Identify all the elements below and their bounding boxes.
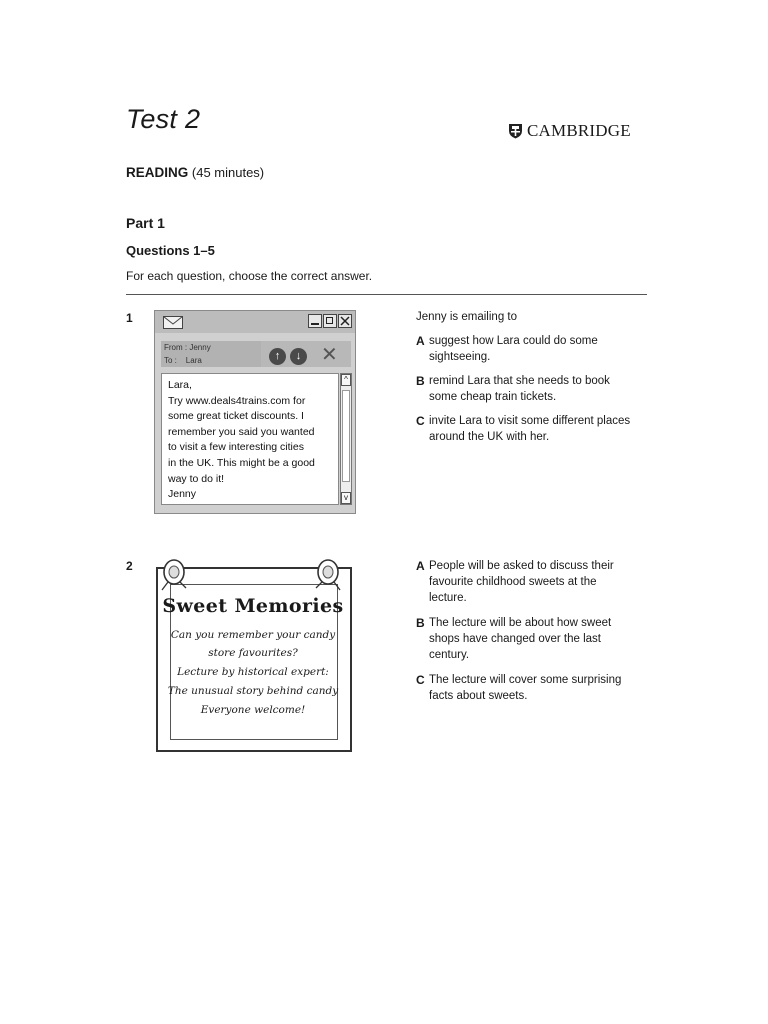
email-body-line: some great ticket discounts. I [168,410,304,423]
option-text: remind Lara that she needs to book [429,375,610,387]
option-letter: C [416,673,425,687]
option-text: suggest how Lara could do some [429,335,598,347]
q1-option-b[interactable] [416,373,651,405]
scroll-up-icon[interactable]: ^ [341,374,351,386]
notice-poster [148,558,358,758]
option-text: around the UK with her. [429,431,550,443]
option-text: century. [429,649,470,661]
notice-line: The unusual story behind candy [167,685,339,697]
email-body-line: Try www.deals4trains.com for [168,394,306,407]
email-body-line: Jenny [168,488,197,501]
section-time: (45 minutes) [191,165,265,180]
option-letter: B [416,616,425,630]
email-body-line: in the UK. This might be a good [168,456,315,469]
notice-line: Can you remember your candy [170,629,336,641]
divider [126,294,647,295]
email-titlebar [155,311,355,333]
notice-line: store favourites? [208,647,298,659]
arrow-up-icon[interactable]: ↑ [269,348,286,365]
q1-option-a[interactable] [416,333,651,365]
from-label: From : [164,343,188,352]
notice-line: Lecture by historical expert: [177,666,329,678]
notice-title: Sweet Memories [162,595,344,617]
email-body-line: remember you said you wanted [168,425,315,438]
q2-option-b[interactable] [416,615,651,663]
section-heading [126,165,264,180]
q2-option-a[interactable] [416,558,651,606]
questions-heading: Questions 1–5 [126,243,215,258]
from-row [161,341,261,354]
arrow-down-icon[interactable]: ↓ [290,348,307,365]
option-text: lecture. [429,592,467,604]
option-text: The lecture will be about how sweet [429,617,612,629]
question-number-2: 2 [126,559,133,573]
notice-line: Everyone welcome! [200,704,306,716]
option-text: sightseeing. [429,351,491,363]
from-value: Jenny [189,343,211,352]
option-text: favourite childhood sweets at the [429,576,597,588]
scroll-thumb[interactable] [342,390,350,482]
email-body-line: to visit a few interesting cities [168,441,304,454]
q1-option-c[interactable] [416,413,651,445]
option-letter: C [416,414,425,428]
email-scrollbar[interactable] [340,373,352,505]
email-header-fields [161,341,261,367]
option-text: facts about sweets. [429,690,528,702]
question-number-1: 1 [126,311,133,325]
option-text: invite Lara to visit some different places [429,415,631,427]
to-row [161,354,261,367]
test-title: Test 2 [126,104,201,134]
to-value: Lara [185,356,202,365]
option-text: shops have changed over the last [429,633,601,645]
option-text: People will be asked to discuss their [429,560,614,572]
question-1-stem: Jenny is emailing to [416,311,517,323]
logo-text: CAMBRIDGE [527,121,631,140]
pin-right-icon [312,558,344,592]
minimize-icon[interactable] [308,314,322,328]
option-letter: A [416,334,425,348]
option-letter: A [416,559,425,573]
delete-icon[interactable]: ✕ [321,344,338,366]
instruction-text: For each question, choose the correct answer. [126,269,373,283]
email-body-line: Lara, [168,379,192,391]
email-body-line: way to do it! [168,472,225,485]
pin-left-icon [158,558,190,592]
cambridge-crest-icon [508,123,523,139]
email-window [154,310,356,514]
section-label: READING [126,165,189,180]
maximize-icon[interactable] [323,314,337,328]
envelope-icon [163,316,183,329]
option-text: some cheap train tickets. [429,391,557,403]
q2-option-c[interactable] [416,672,651,704]
email-body [161,373,339,505]
close-icon[interactable] [338,314,352,328]
cambridge-logo [508,121,631,141]
option-text: The lecture will cover some surprising [429,674,622,686]
scroll-down-icon[interactable]: v [341,492,351,504]
part-heading: Part 1 [126,215,165,231]
option-letter: B [416,374,425,388]
to-label: To : [164,356,177,365]
